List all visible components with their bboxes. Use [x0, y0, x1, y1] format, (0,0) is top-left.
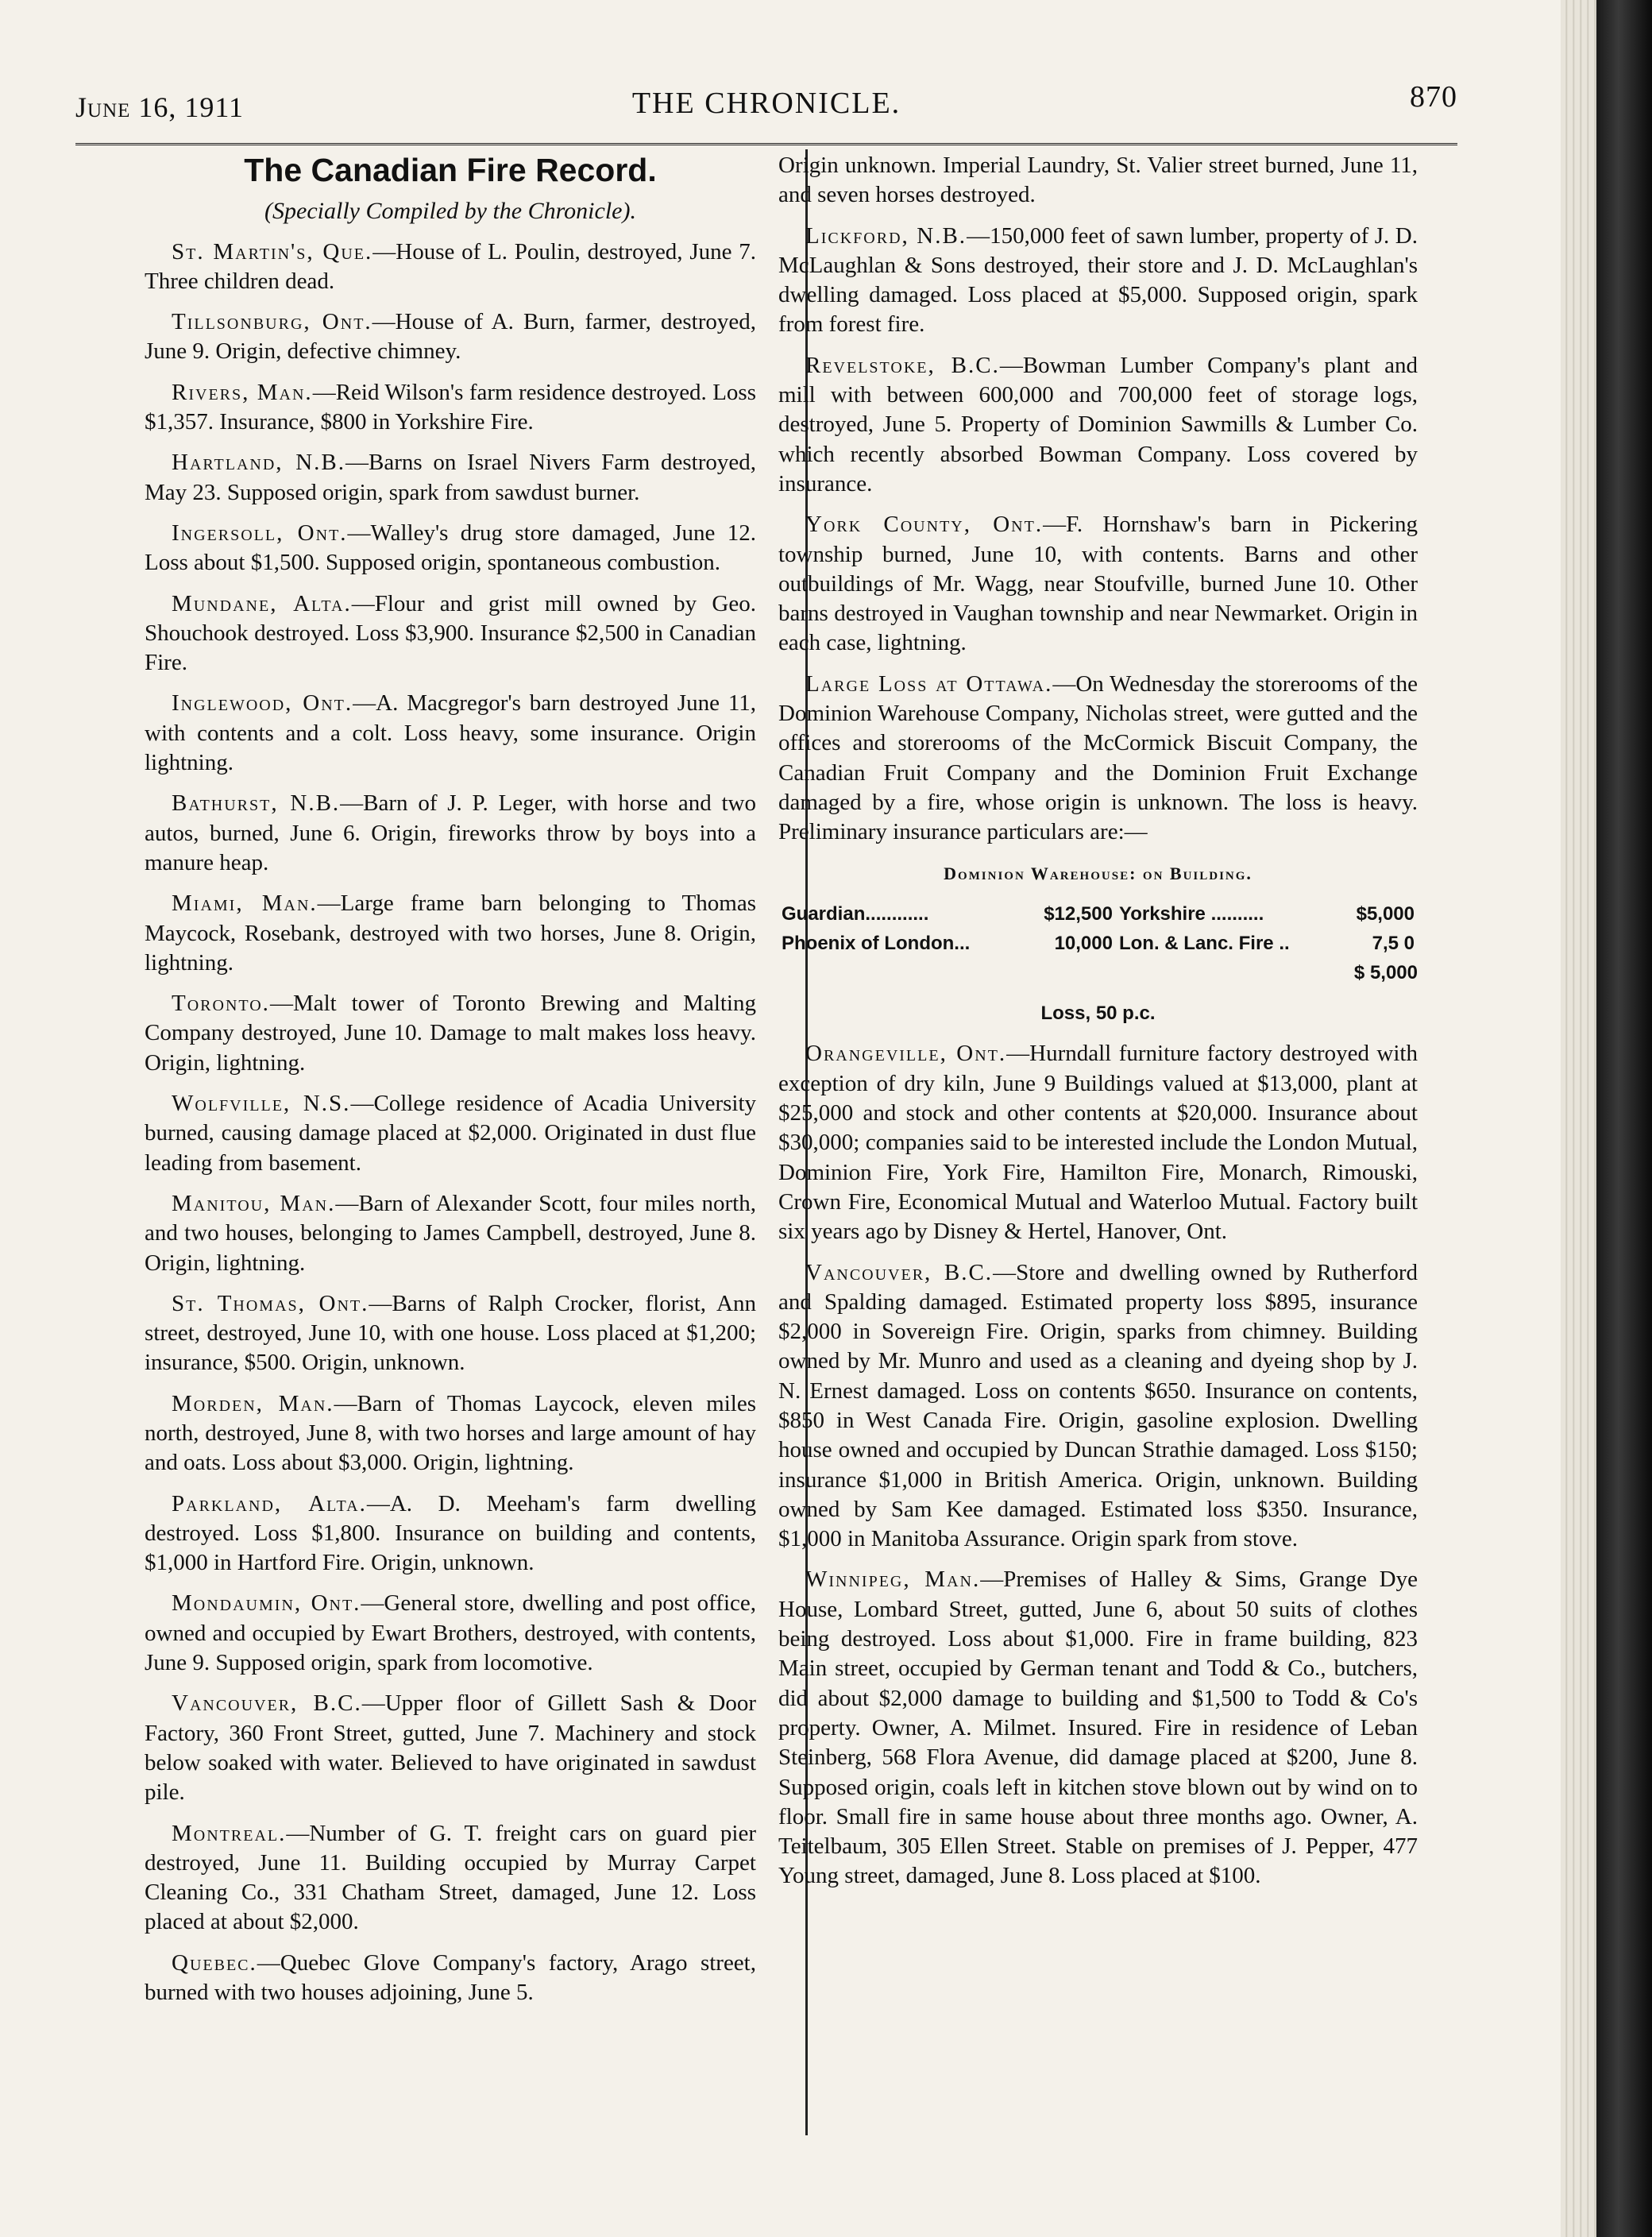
- fire-entry: [778, 351, 1418, 499]
- fire-entry: [145, 307, 756, 367]
- fire-entry: [145, 689, 756, 778]
- entry-place: St. Martin's, Que.: [172, 238, 373, 265]
- entry-text: —Reid Wilson's farm residence destroyed. Loss $1,357. Insurance, $800 in Yorkshire Fire.: [145, 379, 756, 435]
- entry-text: —F. Hornshaw's barn in Pickering township burned, June 10, with contents. Barns and other outbuildings of Mr. Wagg, near Stoufville, burned June 10. Other barns destroyed in Vaughan township and near Newmarket. Origin in each case, lightning.: [778, 512, 1418, 656]
- fire-entry: [145, 448, 756, 508]
- entry-place: Miami, Man.: [172, 891, 318, 917]
- insurance-row: [778, 929, 1418, 958]
- article-subtitle: (Specially Compiled by the Chronicle).: [264, 198, 636, 225]
- entry-place: Vancouver, B.C.: [805, 1259, 994, 1285]
- insurer-amount: $12,500: [1044, 902, 1113, 925]
- fire-entry: [145, 378, 756, 438]
- entry-place: Morden, Man.: [172, 1390, 334, 1416]
- fire-entry: [778, 1039, 1418, 1246]
- entry-place: York County, Ont.: [805, 512, 1044, 538]
- entry-place: Tillsonburg, Ont.: [172, 309, 372, 335]
- fire-entry: [145, 519, 756, 578]
- entry-place: Mondaumin, Ont.: [172, 1590, 361, 1617]
- entry-place: Rivers, Man.: [172, 379, 313, 405]
- fire-entry: [145, 238, 756, 297]
- insurance-total: $ 5,000: [1353, 961, 1418, 983]
- entry-text: —150,000 feet of sawn lumber, property of J. D. McLaughlan & Sons destroyed, their store and J. D. McLaughlan's dwelling damaged. Loss placed at $5,000. Supposed origin, spark from forest fire.: [778, 222, 1418, 338]
- entry-place: Bathurst, N.B.: [172, 790, 341, 817]
- insurer-amount: 7,5 0: [1372, 932, 1415, 954]
- entry-place: Large Loss at Ottawa.: [805, 670, 1053, 697]
- entry-text: —Malt tower of Toronto Brewing and Malting Company destroyed, June 10. Damage to malt makes loss heavy. Origin, lightning.: [145, 991, 756, 1076]
- insurer-name: Lon. & Lanc. Fire ..: [1118, 932, 1290, 954]
- entry-text: —Walley's drug store damaged, June 12. Loss about $1,500. Supposed origin, spontaneous combustion.: [145, 520, 756, 576]
- entry-text: —House of L. Poulin, destroyed, June 7. Three children dead.: [145, 238, 757, 294]
- fire-entry: [145, 1819, 756, 1938]
- fire-entry: [145, 1949, 756, 2008]
- header-rule: [75, 143, 1457, 145]
- page-header: [75, 79, 1457, 127]
- issue-date: June 16, 1911: [75, 91, 245, 123]
- insurer-name: Guardian............: [782, 902, 929, 925]
- entry-text: —On Wednesday the storerooms of the Dominion Warehouse Company, Nicholas street, were gutted and the offices and storerooms of the McCormick Biscuit Company, the Canadian Fruit Company and the Dominion Fruit Exchange damaged by a fire, whose origin is unknown. The loss is heavy. Preliminary insurance particulars are:—: [778, 670, 1418, 845]
- entry-place: Orangeville, Ont.: [805, 1041, 1007, 1067]
- entry-text: —Quebec Glove Company's factory, Arago street, burned with two houses adjoining, June 5.: [145, 1949, 756, 2006]
- entry-place: St. Thomas, Ont.: [172, 1290, 369, 1316]
- entry-place: Manitou, Man.: [172, 1190, 336, 1216]
- insurance-table-title: Dominion Warehouse: on Building.: [944, 863, 1253, 883]
- insurer-amount: 10,000: [1054, 932, 1113, 954]
- fire-entry: [145, 1389, 756, 1478]
- right-entry-list-bottom: [778, 1039, 1418, 1891]
- entry-text: —Barn of Alexander Scott, four miles north, and two houses, belonging to James Campbell, destroyed, June 8. Origin, lightning.: [145, 1190, 756, 1276]
- entry-text: —Bowman Lumber Company's plant and mill with between 600,000 and 700,000 feet of storage logs, destroyed, June 5. Property of Dominion Sawmills & Lumber Co. which recently absorbed Bowman Company. Loss covered by insurance.: [778, 352, 1418, 496]
- left-column: [145, 152, 757, 2019]
- entry-place: Wolfville, N.S.: [172, 1091, 351, 1117]
- entry-text: —House of A. Burn, farmer, destroyed, June 9. Origin, defective chimney.: [145, 309, 756, 365]
- fire-entry: [145, 789, 756, 878]
- loss-note: Loss, 50 p.c.: [1040, 1003, 1156, 1025]
- entry-place: Inglewood, Ont.: [172, 690, 353, 717]
- entry-place: Vancouver, B.C.: [172, 1690, 362, 1717]
- entry-place: Toronto.: [172, 991, 270, 1017]
- publication-title: THE CHRONICLE.: [631, 87, 901, 120]
- entry-text: —Store and dwelling owned by Rutherford and Spalding damaged. Estimated property loss $895, insurance $2,000 in Sovereign Fire. Origin, sparks from chimney. Building owned by Mr. Munro and used as a cleaning and dyeing shop by J. N. Ernest damaged. Loss on contents $650. Insurance on contents, $850 in West Canada Fire. Origin, gasoline explosion. Dwelling house owned and occupied by Duncan Strathie damaged. Loss $150; insurance $1,000 in British America. Origin, unknown. Building owned by Sam Kee damaged. Estimated loss $350. Insurance, $1,000 in Manitoba Assurance. Origin spark from stove.: [778, 1259, 1418, 1552]
- fire-entry: [778, 1565, 1418, 1891]
- fire-entry: [145, 589, 756, 678]
- entry-text: Origin unknown. Imperial Laundry, St. Valier street burned, June 11, and seven horses destroyed.: [778, 153, 1418, 208]
- entry-text: —Barns of Ralph Crocker, florist, Ann street, destroyed, June 10, with one house. Loss placed at $1,200; insurance, $500. Origin, unknown.: [145, 1290, 756, 1376]
- entry-place: Winnipeg, Man.: [805, 1567, 981, 1593]
- entry-place: Ingersoll, Ont.: [172, 520, 348, 546]
- fire-entry: [145, 1489, 756, 1578]
- fire-entry: [778, 222, 1418, 340]
- entry-text: —Flour and grist mill owned by Geo. Shouchook destroyed. Loss $3,900. Insurance $2,500 in Canadian Fire.: [145, 590, 756, 676]
- entry-text: —Barns on Israel Nivers Farm destroyed, May 23. Supposed origin, spark from sawdust burner.: [145, 450, 756, 505]
- entry-place: Quebec.: [172, 1949, 257, 1976]
- fire-entry: [145, 889, 756, 978]
- fire-entry: [778, 670, 1418, 848]
- entry-text: —Premises of Halley & Sims, Grange Dye House, Lombard Street, gutted, June 6, about 50 suits of clothes being destroyed. Loss about $1,000. Fire in frame building, 823 Main street, occupied by German tenant and Todd & Co., butchers, did about $2,000 damage to building and $1,500 to Todd & Co's property. Owner, A. Milmet. Insured. Fire in residence of Leban Steinberg, 568 Flora Avenue, did damage placed at $200, June 8. Supposed origin, coals left in kitchen stove blown out by wind on to floor. Small fire in same house about three months ago. Owner, A. Teitelbaum, 305 Ellen Street. Stable on premises of J. Pepper, 477 Young street, damaged, June 8. Loss placed at $100.: [778, 1567, 1418, 1889]
- entry-text: —Large frame barn belonging to Thomas Maycock, Rosebank, destroyed with two horses, June 8. Origin, lightning.: [145, 891, 756, 976]
- entry-text: —Upper floor of Gillett Sash & Door Factory, 360 Front Street, gutted, June 7. Machinery and stock below soaked with water. Believed to have originated in sawdust pile.: [145, 1690, 756, 1806]
- entry-place: Montreal.: [172, 1820, 287, 1846]
- entry-text: —A. Macgregor's barn destroyed June 11, with contents and a colt. Loss heavy, some insurance. Origin lightning.: [145, 690, 756, 776]
- entry-text: —General store, dwelling and post office, owned and occupied by Ewart Brothers, destroyed, with contents, June 9. Supposed origin, spark from locomotive.: [145, 1590, 756, 1676]
- fire-entry: [145, 1689, 756, 1807]
- fire-entry: [778, 1258, 1418, 1555]
- entry-text: —Hurndall furniture factory destroyed with exception of dry kiln, June 9 Buildings valued at $13,000, plant at $25,000 and stock and other contents at $20,000. Insurance about $30,000; companies said to be interested include the London Mutual, Dominion Fire, York Fire, Hamilton Fire, Monarch, Rimouski, Crown Fire, Economical Mutual and Waterloo Mutual. Factory built six years ago by Disney & Hertel, Hanover, Ont.: [778, 1041, 1418, 1245]
- insurer-name: Yorkshire ..........: [1118, 902, 1264, 925]
- right-entry-list-top: [778, 151, 1418, 848]
- fire-entry: [145, 989, 756, 1078]
- book-binding: [1596, 0, 1652, 2237]
- insurance-table: [778, 899, 1418, 958]
- fire-entry: [778, 151, 1418, 211]
- right-column: [778, 151, 1418, 1903]
- insurance-row: [778, 899, 1418, 929]
- entry-place: Mundane, Alta.: [172, 590, 352, 616]
- entry-text: —Number of G. T. freight cars on guard pier destroyed, June 11. Building occupied by Murray Carpet Cleaning Co., 331 Chatham Street, damaged, June 12. Loss placed at about $2,000.: [145, 1820, 756, 1935]
- entry-place: Hartland, N.B.: [172, 450, 346, 476]
- fire-entry: [145, 1289, 756, 1378]
- entry-place: Lickford, N.B.: [805, 222, 967, 249]
- entry-text: —A. D. Meeham's farm dwelling destroyed. Loss $1,800. Insurance on building and contents, $1,000 in Hartford Fire. Origin, unknown.: [145, 1490, 756, 1576]
- page-number: 870: [1410, 80, 1457, 114]
- insurer-amount: $5,000: [1356, 902, 1415, 925]
- entry-text: —College residence of Acadia University burned, causing damage placed at $2,000. Originated in dust flue leading from basement.: [145, 1091, 756, 1176]
- entry-place: Parkland, Alta.: [172, 1490, 367, 1516]
- page-edge: [1561, 0, 1596, 2237]
- entry-text: —Barn of J. P. Leger, with horse and two autos, burned, June 6. Origin, fireworks throw by boys into a manure heap.: [145, 790, 756, 875]
- fire-entry: [778, 510, 1418, 658]
- entry-place: Revelstoke, B.C.: [805, 352, 1000, 378]
- left-entry-list: [145, 238, 756, 2008]
- fire-entry: [145, 1589, 756, 1678]
- insurer-name: Phoenix of London...: [782, 932, 971, 954]
- fire-entry: [145, 1089, 756, 1178]
- fire-entry: [145, 1189, 756, 1278]
- entry-text: —Barn of Thomas Laycock, eleven miles north, destroyed, June 8, with two horses and large amount of hay and oats. Loss about $3,000. Origin, lightning.: [145, 1390, 756, 1476]
- article-title: The Canadian Fire Record.: [244, 152, 657, 188]
